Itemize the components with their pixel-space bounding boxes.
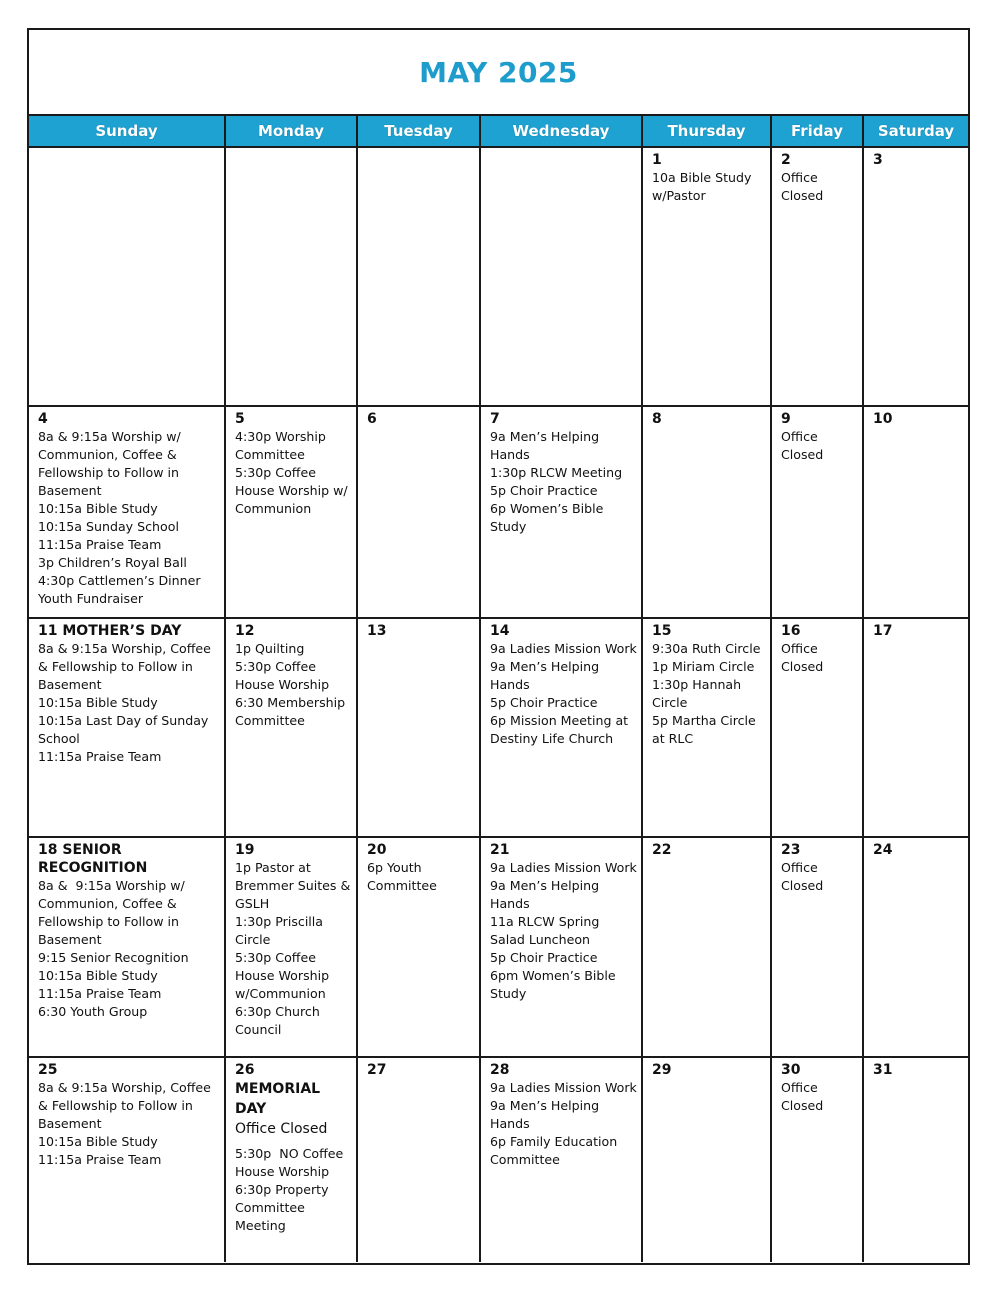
event-item: 1p Quilting [235, 641, 305, 656]
day-number: 25 [38, 1062, 58, 1078]
weekday-header-row [29, 116, 968, 147]
day-cell [357, 406, 480, 618]
event-item: 9a Men’s Helping Hands [490, 1098, 604, 1131]
event-item: 8a & 9:15a Worship w/ Communion, Coffee & Fellowship to Follow in Basement [38, 429, 185, 498]
day-number: 16 [781, 623, 801, 639]
day-cell [642, 837, 771, 1057]
day-cell [863, 147, 968, 406]
day-cell [29, 1057, 225, 1262]
event-item: 1p Miriam Circle [652, 659, 755, 674]
day-cell [480, 147, 642, 406]
day-number: 20 [367, 842, 387, 858]
week-row [29, 837, 968, 1057]
week-row [29, 147, 968, 406]
event-item: 1:30p RLCW Meeting [490, 465, 623, 480]
title-bar [29, 30, 968, 116]
event-item: 6:30 Youth Group [38, 1004, 148, 1019]
day-cell [771, 618, 863, 837]
day-number: 18 SENIOR RECOGNITION [38, 842, 148, 876]
day-number: 19 [235, 842, 255, 858]
event-item: 3p Children’s Royal Ball [38, 555, 187, 570]
day-number: 6 [367, 411, 377, 427]
day-number: 26 [235, 1062, 255, 1078]
event-item: 10:15a Bible Study [38, 1134, 158, 1149]
event-item: 5p Choir Practice [490, 483, 598, 498]
event-item: 5:30p Coffee House Worship [235, 659, 330, 692]
day-cell [225, 147, 357, 406]
day-number: 12 [235, 623, 255, 639]
event-item: 10:15a Bible Study [38, 501, 158, 516]
event-item: 5:30p Coffee House Worship w/Communion [235, 950, 334, 1001]
event-item: 9a Men’s Helping Hands [490, 659, 604, 692]
weekday-header: Thursday [642, 116, 771, 147]
weekday-header: Saturday [863, 116, 968, 147]
day-cell [225, 618, 357, 837]
event-item: 1p Pastor at Bremmer Suites & GSLH [235, 860, 355, 911]
event-item: 9a Ladies Mission Work [490, 1080, 637, 1095]
day-cell [29, 406, 225, 618]
day-cell [480, 618, 642, 837]
event-item: 10a Bible Study w/Pastor [652, 170, 756, 203]
event-item: 6p Youth Committee [367, 860, 437, 893]
day-cell [642, 1057, 771, 1262]
event-item: Office Closed [781, 641, 824, 674]
event-item: 11:15a Praise Team [38, 1152, 162, 1167]
day-number: 29 [652, 1062, 672, 1078]
day-cell [771, 837, 863, 1057]
day-number: 22 [652, 842, 672, 858]
week-row [29, 1057, 968, 1262]
day-cell [29, 618, 225, 837]
day-number: 9 [781, 411, 791, 427]
day-cell [863, 837, 968, 1057]
weekday-header: Monday [225, 116, 357, 147]
event-item: Office Closed [781, 860, 824, 893]
day-number: 11 MOTHER’S DAY [38, 623, 182, 639]
day-cell [480, 406, 642, 618]
day-number: 24 [873, 842, 893, 858]
day-cell [863, 406, 968, 618]
day-number: 8 [652, 411, 662, 427]
weekday-header: Wednesday [480, 116, 642, 147]
event-item: 8a & 9:15a Worship, Coffee & Fellowship to Follow in Basement [38, 1080, 215, 1131]
day-cell [771, 406, 863, 618]
weekday-header: Tuesday [357, 116, 480, 147]
day-cell [357, 618, 480, 837]
event-item: 4:30p Worship Committee [235, 429, 330, 462]
event-item: 1:30p Priscilla Circle [235, 914, 328, 947]
day-cell [357, 837, 480, 1057]
event-item: 11a RLCW Spring Salad Luncheon [490, 914, 604, 947]
event-item: 6:30p Property Committee Meeting [235, 1182, 333, 1233]
day-number: 23 [781, 842, 801, 858]
event-item: 11:15a Praise Team [38, 749, 162, 764]
event-item: 6p Women’s Bible Study [490, 501, 608, 534]
event-item: 1:30p Hannah Circle [652, 677, 746, 710]
day-number: 13 [367, 623, 387, 639]
day-cell [357, 1057, 480, 1262]
day-number: 1 [652, 152, 662, 168]
event-item: 10:15a Bible Study [38, 968, 158, 983]
event-item: 6p Mission Meeting at Destiny Life Church [490, 713, 633, 746]
event-item: 5p Choir Practice [490, 695, 598, 710]
event-item: Office Closed [781, 170, 824, 203]
event-item: Office Closed [781, 1080, 824, 1113]
calendar-grid [29, 116, 968, 1262]
day-cell [480, 1057, 642, 1262]
day-number: 30 [781, 1062, 801, 1078]
event-item: 8a & 9:15a Worship w/ Communion, Coffee & Fellowship to Follow in Basement [38, 878, 189, 947]
event-item: 6:30 Membership Committee [235, 695, 350, 728]
day-cell [225, 1057, 357, 1262]
event-item: 11:15a Praise Team [38, 537, 162, 552]
calendar-weeks [29, 147, 968, 1262]
day-cell [225, 406, 357, 618]
event-item: 10:15a Last Day of Sunday School [38, 713, 213, 746]
holiday-note: Office Closed [235, 1121, 328, 1137]
event-item: 8a & 9:15a Worship, Coffee & Fellowship to Follow in Basement [38, 641, 215, 692]
day-cell [771, 147, 863, 406]
day-cell [29, 837, 225, 1057]
day-number: 17 [873, 623, 893, 639]
day-number: 14 [490, 623, 510, 639]
day-number: 31 [873, 1062, 893, 1078]
event-item: Office Closed [781, 429, 824, 462]
event-item: 6:30p Church Council [235, 1004, 324, 1037]
day-cell [642, 147, 771, 406]
day-cell [642, 618, 771, 837]
event-item: 6pm Women’s Bible Study [490, 968, 620, 1001]
day-cell [225, 837, 357, 1057]
event-item: 5p Choir Practice [490, 950, 598, 965]
day-cell [863, 618, 968, 837]
event-item: 9a Ladies Mission Work [490, 860, 637, 875]
event-item: 9a Ladies Mission Work [490, 641, 637, 656]
event-item: 5p Martha Circle at RLC [652, 713, 760, 746]
day-cell [642, 406, 771, 618]
calendar-frame [27, 28, 970, 1265]
week-row [29, 406, 968, 618]
event-item: 5:30p NO Coffee House Worship [235, 1146, 348, 1179]
day-cell [771, 1057, 863, 1262]
day-number: 2 [781, 152, 791, 168]
day-number: 5 [235, 411, 245, 427]
event-item: 11:15a Praise Team [38, 986, 162, 1001]
event-item: 10:15a Bible Study [38, 695, 158, 710]
event-item: 5:30p Coffee House Worship w/ Communion [235, 465, 352, 516]
day-cell [29, 147, 225, 406]
day-number: 21 [490, 842, 510, 858]
event-item: 9a Men’s Helping Hands [490, 878, 604, 911]
event-item: 9a Men’s Helping Hands [490, 429, 604, 462]
day-number: 4 [38, 411, 48, 427]
event-item: 10:15a Sunday School [38, 519, 179, 534]
day-number: 15 [652, 623, 672, 639]
calendar-title: MAY 2025 [419, 55, 578, 89]
weekday-header: Sunday [29, 116, 225, 147]
event-item: 6p Family Education Committee [490, 1134, 622, 1167]
day-number: 7 [490, 411, 500, 427]
event-item: 9:30a Ruth Circle [652, 641, 761, 656]
day-cell [480, 837, 642, 1057]
day-cell [863, 1057, 968, 1262]
event-item: 4:30p Cattlemen’s Dinner Youth Fundraiser [38, 573, 205, 606]
day-cell [357, 147, 480, 406]
event-item: 9:15 Senior Recognition [38, 950, 189, 965]
day-number: 3 [873, 152, 883, 168]
day-number: 28 [490, 1062, 510, 1078]
week-row [29, 618, 968, 837]
day-number: 27 [367, 1062, 387, 1078]
day-number: 10 [873, 411, 893, 427]
holiday-label: MEMORIAL DAY [235, 1081, 321, 1117]
weekday-header: Friday [771, 116, 863, 147]
